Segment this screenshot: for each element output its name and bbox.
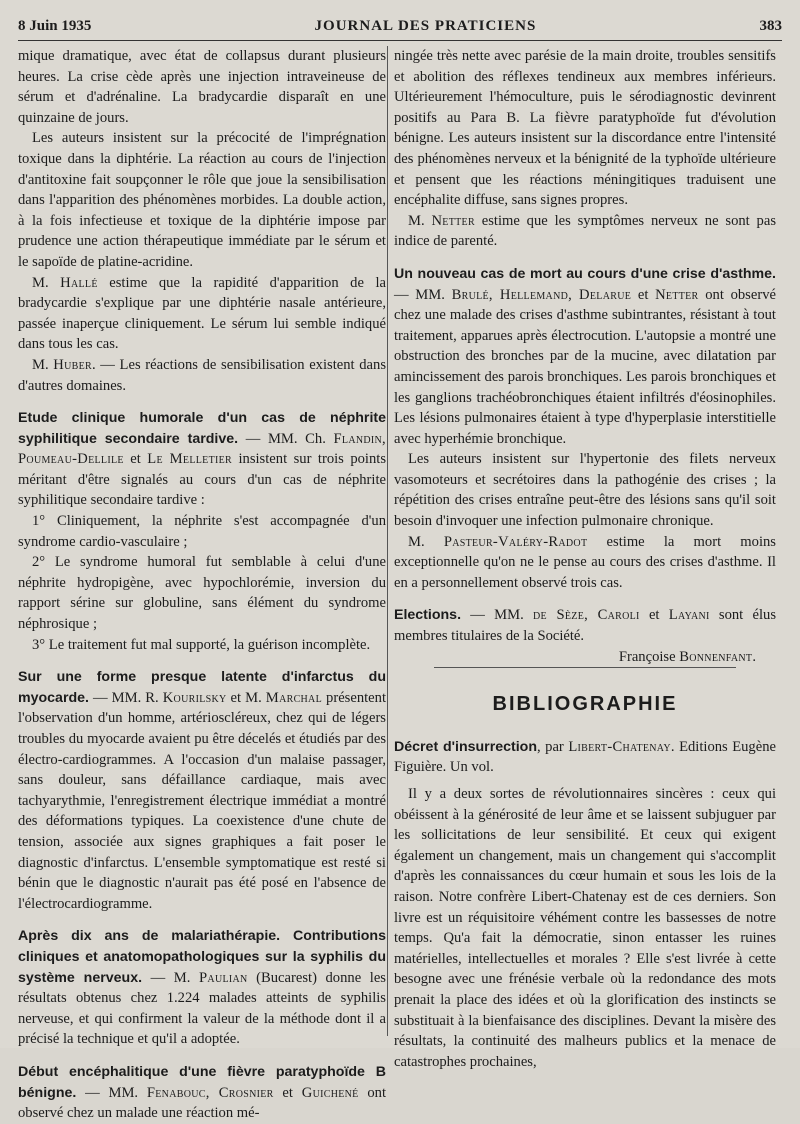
right-column [394, 46, 776, 1072]
biblio-entry-header [394, 737, 776, 778]
section-title: Sur une forme presque latente d'infarctus du myocarde. [18, 669, 386, 706]
section-asthme [394, 264, 776, 449]
author-name: Marchal [265, 689, 322, 706]
biblio-rule [434, 667, 736, 668]
paragraph: M. Pasteur-Valéry-Radot estime la mort moins exceptionnelle qu'on ne le pense au cours des crises d'asthme. Il en a personnellement observé trois cas. [394, 533, 776, 591]
author-name: Hallé [60, 274, 98, 291]
list-item: 1° Cliniquement, la néphrite s'est accompagnée d'un syndrome cardio-vasculaire ; [18, 513, 386, 550]
header-date: 8 Juin 1935 [18, 17, 92, 34]
section-text: — MM. [394, 286, 452, 303]
section-malariatherapie [18, 926, 386, 1050]
section-paratyphoide [18, 1062, 386, 1124]
paragraph: M. Hallé estime que la rapidité d'apparition de la bradycardie s'explique par une diphtérie nasale antérieure, passée inaperçue cliniquement. Le sérum lui semble indiqué dans tous les cas. [18, 274, 386, 353]
author-name: Layani [668, 607, 710, 624]
list-item: 2° Le syndrome humoral fut semblable à celui d'une néphrite hydropigène, avec hypochlorémie, inversion du rapport sérine sur globuline, sans élément du syndrome néphrosique ; [18, 554, 386, 633]
section-text: (Bucarest) donne les résultats obtenus chez 1.224 malades atteints de syphilis nerveuse, et qui confirment la valeur de la méthode dont il a précisé la technique et qu'il a adoptée. [18, 969, 386, 1048]
paragraph-text: estime que les symptômes nerveux ne sont pas indice de parenté. [394, 212, 777, 250]
author-name: Netter [655, 286, 699, 303]
section-text: et [123, 451, 148, 468]
biblio-review: Il y a deux sortes de révolutionnaires sincères : ceux qui obéissent à la générosité de leur âme et se laissent subjuguer par les sollicitations de leur sensibilité. Et ceux qui exigent également un changement, mais un changement qui s'accomplit d'après les connaissances du cœur humain et sous les lois de la raison. Notre confrère Libert-Chatenay est de ces derniers. Son livre est un réquisitoire véhément contre les bassesses de notre temps. Qu'a fait la démocratie, sinon entasser les ruines matérielles, intellectuelles et morales ? Elle s'est livrée à cette besogne avec une frénésie verbale où la redondance des mots prenait la place des idées et où la glorification des instincts se substituait à la bienfaisance des disciplines. Devant la misère des résultats, la continuité des malheurs publics et la menace de catastrophes prochaines, [394, 786, 776, 1070]
paragraph: mique dramatique, avec état de collapsus durant plusieurs heures. La crise cède après une injection intraveineuse de sérum et d'adrénaline. La bradycardie disparaît en une quinzaine de jours. [18, 48, 386, 126]
author-name: Brulé, Hellemand, Delarue [451, 286, 632, 303]
section-infarctus [18, 667, 386, 914]
section-title: Un nouveau cas de mort au cours d'une crise d'asthme. [394, 265, 776, 282]
running-header [18, 16, 782, 41]
page-number: 383 [759, 17, 782, 34]
journal-title: JOURNAL DES PRATICIENS [314, 17, 537, 34]
section-text: ont observé chez un malade une réaction mé- [18, 1084, 386, 1122]
section-text: et [273, 1084, 302, 1101]
section-title: Elections. [394, 607, 462, 624]
paragraph-text: estime la mort moins exceptionnelle qu'on ne le pense au cours des crises d'asthme. Il en a personnellement observé trois cas. [394, 533, 776, 591]
section-text: ont observé chez une malade des crises d'asthme subintrantes, résistant à tout traitement, apparues après électrocution. L'autopsie a montré une obstruction des bronches par de la mucine, avec dilatation par amincissement des parois bronchiques. Les parois bronchiques et les ganglions trachéobronchiques étaient infiltrés d'éosinophiles. Les lésions pulmonaires étaient à type d'hyperplasie interstitielle avec hyperhémie bronchique. [394, 286, 776, 447]
book-author: Libert-Chatenay [568, 738, 671, 755]
section-text: insistent sur trois points méritant d'être signalés au cours d'un cas de néphrite syphilitique secondaire tardive : [18, 451, 386, 509]
column-divider [387, 46, 388, 1036]
biblio-text: , par [537, 738, 569, 755]
signature-last: Bonnenfant [679, 648, 753, 665]
section-text: — MM. [461, 607, 533, 624]
section-text: — MM. Ch. [238, 430, 334, 447]
section-text: — MM. [76, 1084, 147, 1101]
section-text: — M. [142, 969, 200, 986]
biblio-heading: BIBLIOGRAPHIE [492, 693, 678, 716]
author-name: Huber [53, 356, 92, 373]
signature: Françoise Bonnenfant. [618, 648, 756, 665]
section-text: sont élus membres titulaires de la Société. [394, 607, 776, 645]
paragraph: M. Huber. — Les réactions de sensibilisation existent dans d'autres domaines. [18, 356, 386, 394]
section-nephrite [18, 408, 386, 511]
biblio-text: . Editions Eugène Figuière. Un vol. [394, 738, 776, 776]
section-elections [394, 605, 776, 646]
paragraph: M. Netter estime que les symptômes nerveux ne sont pas indice de parenté. [394, 212, 777, 250]
book-title: Décret d'insurrection [394, 738, 537, 755]
author-name: Le Melletier [147, 451, 232, 468]
section-text: présentent l'observation d'un homme, artérioscléreux, chez qui de légers troubles du myocarde avaient pu être décelés et étudiés par des électro-cardiogrammes. A l'occasion d'un malaise passager, sans douleur, sans défaillance cardiaque, mais avec tachyarythmie, l'enregistrement électrique immédiat a montré des déformations typiques. La coexistence d'une chute de tension, associée aux signes graphiques a fait poser le diagnostic d'infarctus. L'ensemble symptomatique est resté si bénin que le diagnostic n'aurait pas été posé en l'absence de l'électrocardiogramme. [18, 689, 387, 912]
author-name: Guichené [301, 1084, 359, 1101]
section-title: Après dix ans de malariathérapie. Contributions cliniques et anatomopathologiques sur la syphilis du système nerveux. [18, 928, 386, 986]
paragraph-text: estime que la rapidité d'apparition de la bradycardie s'explique par une diphtérie nasale antérieure, passée inaperçue cliniquement. Le sérum lui semble indiqué dans tous les cas. [18, 274, 386, 353]
author-name: Fenabouc, Crosnier [146, 1084, 274, 1101]
paragraph: Les auteurs insistent sur la précocité de l'imprégnation toxique dans la diphtérie. La réaction au cours de l'injection d'antitoxine fait soupçonner le rôle que joue la sensibilisation dans l'apparition des phénomènes morbides. La double action, à la fois infectieuse et toxique de la diphtérie impose par prudence une action thérapeutique immédiate par le sérum et le sapoïde de platine-acridine. [18, 130, 386, 270]
section-title: Début encéphalitique d'une fièvre paratyphoïde B bénigne. [18, 1063, 386, 1101]
signature-first: Françoise [618, 648, 680, 665]
section-text: et M. [226, 689, 266, 706]
author-name: Paulian [199, 969, 248, 986]
author-name: Flandin, Poumeau-Dellile [18, 430, 387, 468]
author-name: de Sèze, Caroli [532, 607, 640, 624]
section-text: et [631, 286, 656, 303]
section-text: et [639, 607, 669, 624]
paragraph: Les auteurs insistent sur l'hypertonie des filets nerveux vasomoteurs et secrétoires dans la pathogénie des crises ; la répétition des crises entraîne peut-être des lésions sans qu'il soit besoin d'invoquer une infection pulmonaire chronique. [394, 451, 776, 530]
section-text: — MM. R. [88, 689, 163, 706]
left-column [18, 46, 386, 1124]
paragraph: ningée très nette avec parésie de la main droite, troubles sensitifs et abolition des réflexes tendineux aux membres inférieurs. Ultérieurement l'hémoculture, puis le sérodiagnostic devinrent positifs au Para B. La fièvre paratyphoïde fut d'évolution bénigne. Les auteurs insistent sur la discordance entre l'intensité des phénomènes nerveux et la bénignité de la typhoïde ultérieure et pensent que les réactions méningitiques traduisent une encéphalite diffuse, sans signes propres. [394, 48, 776, 209]
section-title: Etude clinique humorale d'un cas de néphrite syphilitique secondaire tardive. [18, 410, 386, 447]
author-name: Pasteur-Valéry-Radot [443, 533, 588, 550]
paragraph-text: . — Les réactions de sensibilisation existent dans d'autres domaines. [18, 356, 386, 394]
author-name: Kourilsky [162, 689, 227, 706]
author-name: Netter [431, 212, 475, 229]
list-item: 3° Le traitement fut mal supporté, la guérison incomplète. [32, 636, 371, 653]
